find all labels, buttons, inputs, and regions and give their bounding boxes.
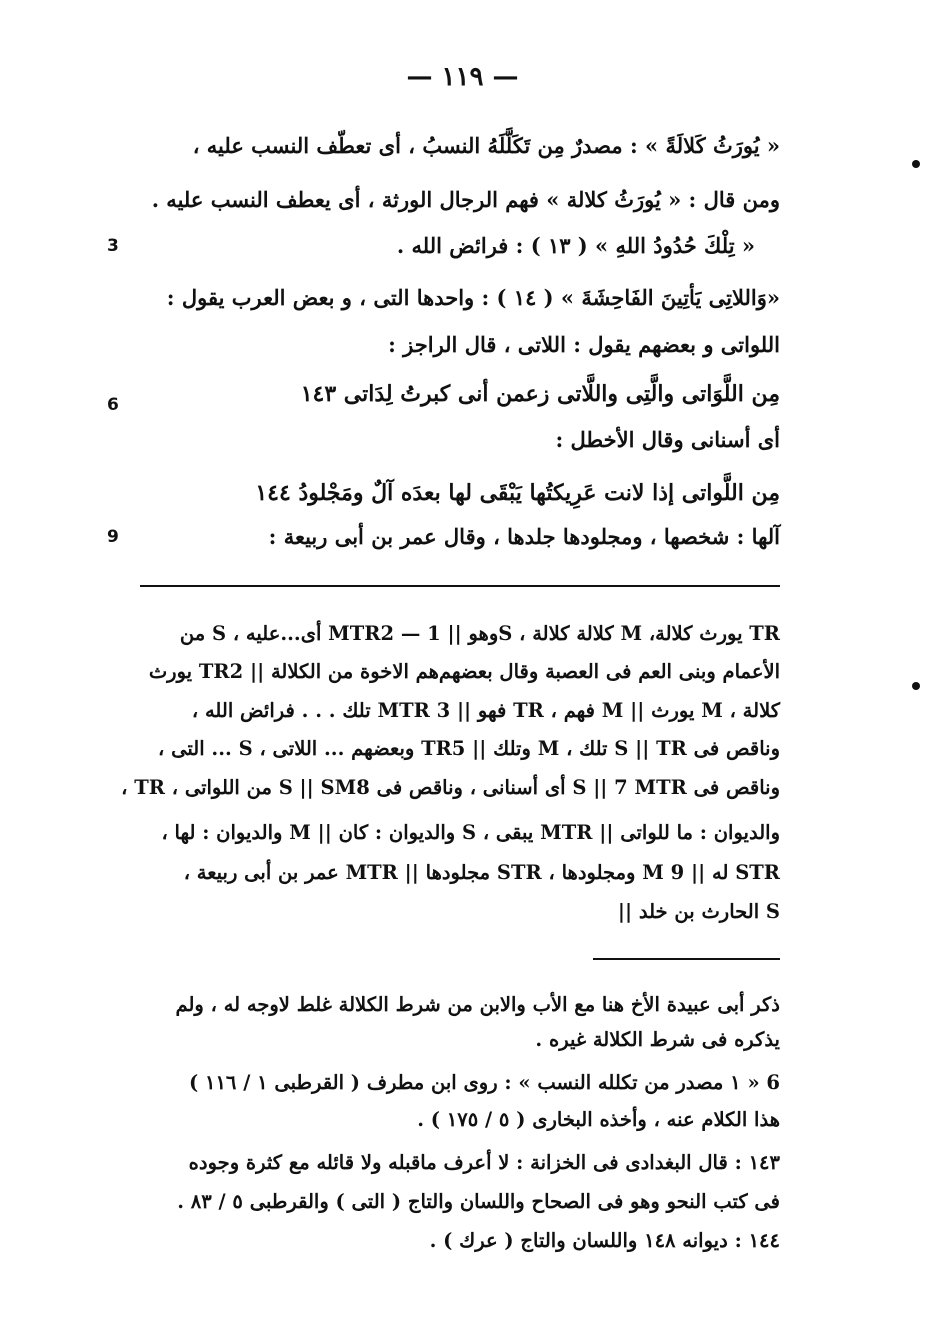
main-text-line: « تِلْكَ حُدُودُ اللهِ » ( ١٣ ) : فرائض الله .: [396, 233, 755, 258]
main-text-line: « يُورَثُ كَلالَةً » : مصدرٌ مِن تَكَلَّلَهُ النسبُ ، أى تعطّف النسب عليه ،: [192, 133, 780, 158]
main-text-line: آلها : شخصها ، ومجلودها جلدها ، وقال عمر بن أبى ربيعة :: [268, 524, 780, 549]
note-line: فى كتب النحو وهو فى الصحاح واللسان والتاج ( التى ) والقرطبى ٥ / ٨٣ .: [177, 1190, 780, 1213]
verse-line: مِن اللَّواتى إذا لانت عَرِيكتُها يَبْقَى لها بعدَه آلٌ ومَجْلودُ ١٤٤: [255, 480, 780, 506]
scan-speck: [912, 160, 920, 168]
apparatus-line: TR يورث كلالة، M كلالة كلالة ، Sوهو || 1 — MTR2 أى...عليه ، S من: [179, 622, 780, 645]
scan-speck: [912, 682, 920, 690]
apparatus-line: وناقص فى S || TR تلك ، M وتلك || TR5 وبعضهم ... اللاتى ، S ... التى ،: [158, 737, 780, 760]
apparatus-line: والديوان : ما للواتى || MTR يبقى ، S والديوان : كان || M والديوان : لها ،: [161, 821, 780, 844]
notes-divider: [593, 958, 780, 960]
apparatus-line: كلالة ، M يورث || M فهم ، TR فهو || 3 MTR تلك . . . فرائض الله ،: [191, 699, 780, 722]
verse-line: مِن اللَّوَاتى والَّتِى واللَّاتى زعمن أنى كبرتُ لِدَاتى ١٤٣: [300, 381, 780, 407]
note-line: ذكر أبى عبيدة الأخ هنا مع الأب والابن من شرط الكلالة غلط لاوجه له ، ولم: [175, 993, 780, 1016]
main-text-line: «وَاللاتِى يَأتِينَ الفَاحِشَةَ » ( ١٤ ) : واحدها التى ، و بعض العرب يقول :: [166, 285, 780, 310]
line-number: 9: [107, 527, 119, 547]
line-number: 3: [107, 236, 119, 256]
apparatus-line: STR له || 9 M ومجلودها ، STR مجلودها || MTR عمر بن أبى ربيعة ،: [183, 861, 780, 884]
line-number: 6: [107, 395, 119, 415]
note-line: ١٤٣ : قال البغدادى فى الخزانة : لا أعرف ماقبله ولا قائله مع كثرة وجوده: [188, 1151, 780, 1174]
note-line: 6 « ١ مصدر من تكلله النسب » : روى ابن مطرف ( القرطبى ١ / ١١٦ ): [188, 1071, 780, 1094]
main-text-line: اللواتى و بعضهم يقول : اللاتى ، قال الراجز :: [388, 332, 780, 357]
main-text-line: ومن قال : « يُورَثُ كلالة » فهم الرجال الورثة ، أى يعطف النسب عليه .: [151, 187, 780, 212]
note-line: هذا الكلام عنه ، وأخذه البخارى ( ٥ / ١٧٥ ) .: [417, 1108, 780, 1131]
note-line: ١٤٤ : ديوانه ١٤٨ واللسان والتاج ( عرك ) .: [429, 1229, 780, 1252]
note-line: يذكره فى شرط الكلالة غيره .: [535, 1028, 780, 1051]
apparatus-line: S الحارث بن خلد ||: [617, 900, 780, 923]
page-number: — ١١٩ —: [406, 62, 519, 92]
main-text-line: أى أسنانى وقال الأخطل :: [555, 427, 780, 452]
apparatus-line: وناقص فى S || 7 MTR أى أسنانى ، وناقص فى S || SM8 من اللواتى ، TR ،: [121, 776, 780, 799]
apparatus-line: الأعمام وبنى العم فى العصبة وقال بعضهم‌هم الاخوة من الكلالة || TR2 يورث: [148, 660, 780, 683]
apparatus-divider: [140, 585, 780, 587]
